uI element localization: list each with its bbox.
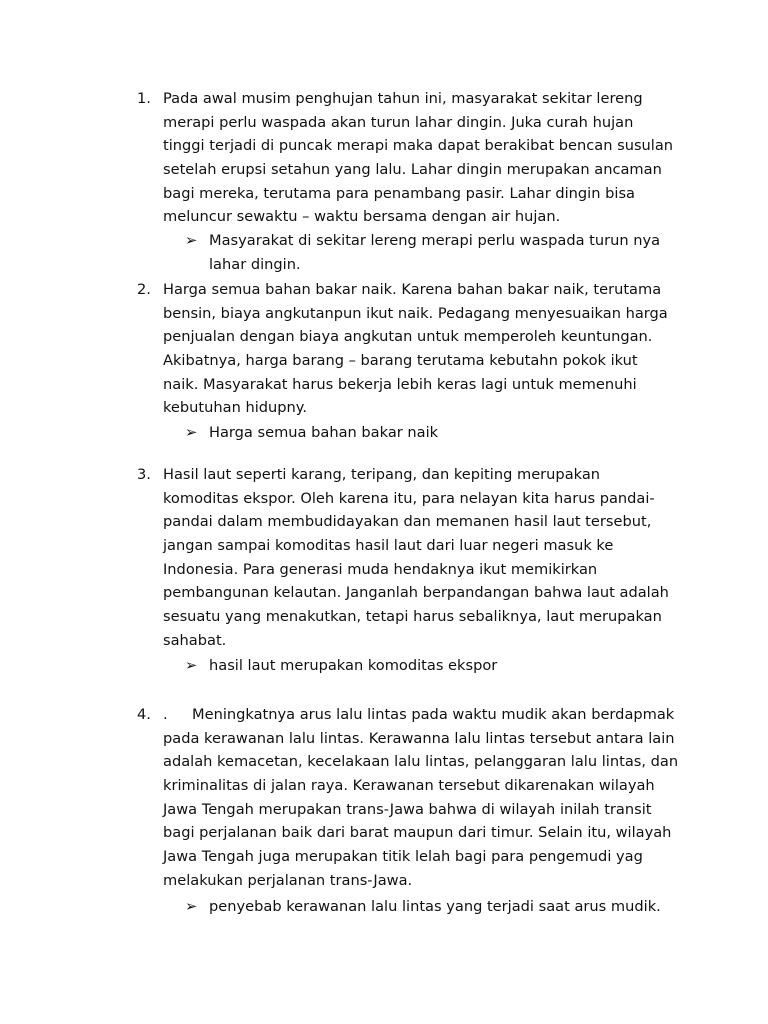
paragraph-1-line-2: merapi perlu waspada akan turun lahar dingin. Juka curah hujan [163,113,634,131]
paragraph-2-line-3: penjualan dengan biaya angkutan untuk memperoleh keuntungan. [163,328,653,346]
paragraph-2 [163,278,683,420]
paragraph-4-line-6: bagi perjalanan baik dari barat maupun dari timur. Selain itu, wilayah [163,824,672,842]
paragraph-1-line-5: bagi mereka, terutama para penambang pasir. Lahar dingin bisa [163,184,635,202]
paragraph-4-line-1: Meningkatnya arus lalu lintas pada waktu mudik akan berdapmak [192,706,675,723]
summary-1-line-2: lahar dingin. [209,256,301,273]
paragraph-2-line-1: Harga semua bahan bakar naik. Karena bahan bakar naik, terutama [163,281,662,298]
paragraph-3-line-7: sesuatu yang menakutkan, tetapi harus sebaliknya, laut merupakan [163,608,662,626]
arrow-bullet-icon: ➢ [185,898,198,915]
list-number-2: 2. [137,281,151,298]
paragraph-1-line-1: Pada awal musim penghujan tahun ini, masyarakat sekitar lereng [163,90,643,107]
paragraph-3-line-4: jangan sampai komoditas hasil laut dari luar negeri masuk ke [163,537,614,555]
summary-2-line-1: Harga semua bahan bakar naik [209,424,439,441]
summary-1-line-1: Masyarakat di sekitar lereng merapi perlu waspada turun nya [209,232,661,249]
paragraph-3-line-3: pandai dalam membudidayakan dan memanen hasil laut tersebut, [163,513,652,531]
list-number-4: 4. [137,706,151,723]
arrow-bullet-icon: ➢ [185,424,198,441]
stray-period: . [163,706,168,723]
summary-3-line-1: hasil laut merupakan komoditas ekspor [209,657,498,674]
paragraph-4-line-3: adalah kemacetan, kecelakaan lalu lintas, pelanggaran lalu lintas, dan [163,753,679,771]
paragraph-3-line-5: Indonesia. Para generasi muda hendaknya ikut memikirkan [163,560,598,578]
paragraph-1-line-4: setelah erupsi setahun yang lalu. Lahar dingin merupakan ancaman [163,161,662,179]
paragraph-4 [163,703,683,893]
paragraph-3 [163,463,683,653]
paragraph-4-line-5: Jawa Tengah merupakan trans-Jawa bahwa di wilayah inilah transit [163,800,652,818]
paragraph-2-line-5: naik. Masyarakat harus bekerja lebih keras lagi untuk memenuhi [163,375,637,393]
paragraph-1 [163,87,683,229]
paragraph-4-line-8: melakukan perjalanan trans-Jawa. [163,871,413,889]
arrow-bullet-icon: ➢ [185,657,198,674]
list-number-1: 1. [137,90,151,107]
paragraph-2-line-4: Akibatnya, harga barang – barang terutama kebutahn pokok ikut [163,352,638,370]
paragraph-1-line-3: tinggi terjadi di puncak merapi maka dapat berakibat bencan susulan [163,137,674,155]
arrow-bullet-icon: ➢ [185,232,198,249]
paragraph-4-line-7: Jawa Tengah juga merupakan titik lelah bagi para pengemudi yag [163,848,643,866]
paragraph-2-line-6: kebutuhan hidupny. [163,399,307,417]
paragraph-2-line-2: bensin, biaya angkutanpun ikut naik. Pedagang menyesuaikan harga [163,304,668,322]
paragraph-1-line-6: meluncur sewaktu – waktu bersama dengan air hujan. [163,208,561,226]
paragraph-4-line-2: pada kerawanan lalu lintas. Kerawanna lalu lintas tersebut antara lain [163,729,675,747]
paragraph-4-line-4: kriminalitas di jalan raya. Kerawanan tersebut dikarenakan wilayah [163,777,655,795]
paragraph-3-line-1: Hasil laut seperti karang, teripang, dan kepiting merupakan [163,466,601,483]
paragraph-3-line-8: sahabat. [163,631,227,649]
paragraph-3-line-2: komoditas ekspor. Oleh karena itu, para nelayan kita harus pandai- [163,489,655,507]
list-number-3: 3. [137,466,151,483]
paragraph-3-line-6: pembangunan kelautan. Janganlah berpandangan bahwa laut adalah [163,584,669,602]
summary-4-line-1: penyebab kerawanan lalu lintas yang terjadi saat arus mudik. [209,898,661,915]
